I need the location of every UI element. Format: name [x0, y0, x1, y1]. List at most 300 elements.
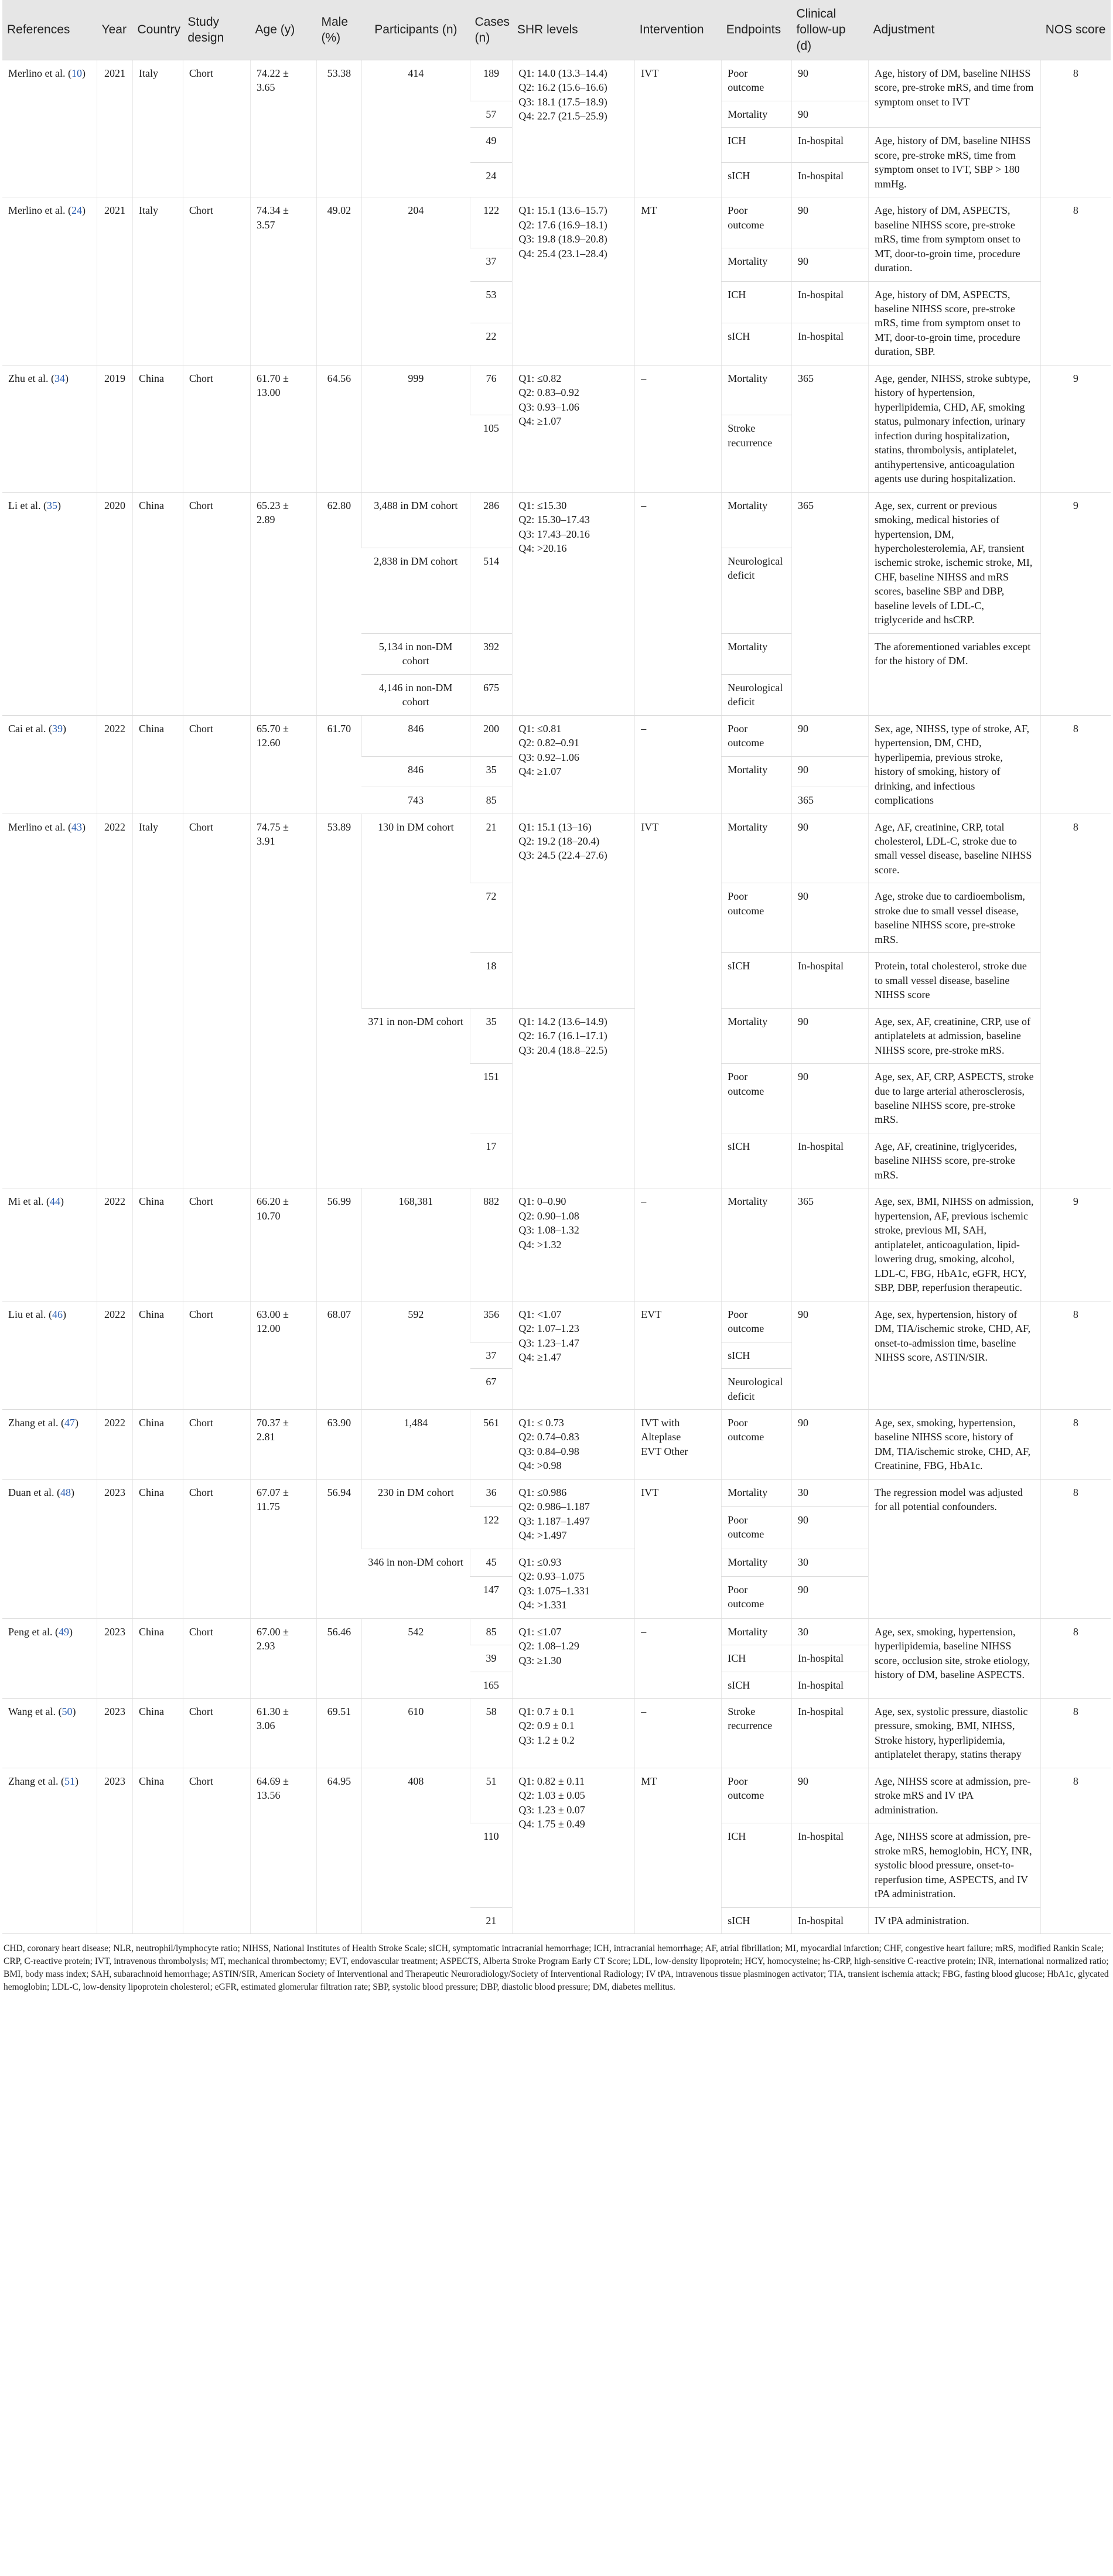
- cases-cell: 514: [470, 548, 513, 633]
- adjustment-cell: Age, history of DM, ASPECTS, baseline NIHSS score, pre-stroke mRS, time from symptom onset to MT, door-to-groin time, procedure duration.: [868, 197, 1040, 281]
- citation-link[interactable]: 47: [64, 1416, 75, 1429]
- reference-author: Zhang et al. (: [8, 1775, 64, 1787]
- col-header-follow-up: Clinical follow-up (d): [791, 0, 868, 60]
- study-design-cell: Chort: [183, 814, 250, 1188]
- cases-cell: 85: [470, 1618, 513, 1645]
- nos-score-cell: 8: [1040, 197, 1111, 365]
- reference-cell: [2, 1768, 97, 1933]
- follow-up-cell: In-hospital: [791, 953, 868, 1008]
- male-cell: 56.46: [317, 1618, 362, 1698]
- endpoint-cell: Poor outcome: [722, 1506, 792, 1549]
- age-cell: 66.20 ± 10.70: [251, 1188, 317, 1301]
- adjustment-cell: Protein, total cholesterol, stroke due to small vessel disease, baseline NIHSS score: [868, 953, 1040, 1008]
- table-row: [2, 365, 1111, 415]
- participants-cell: 371 in non-DM cohort: [361, 1008, 470, 1188]
- cases-cell: 147: [470, 1576, 513, 1618]
- shr-levels-cell: Q1: 14.0 (13.3–14.4) Q2: 16.2 (15.6–16.6) Q3: 18.1 (17.5–18.9) Q4: 22.7 (21.5–25.9): [513, 60, 635, 197]
- col-header-cases: Cases (n): [470, 0, 513, 60]
- endpoint-cell: Poor outcome: [722, 197, 792, 248]
- cases-cell: 151: [470, 1064, 513, 1133]
- citation-link[interactable]: 46: [52, 1308, 63, 1320]
- intervention-cell: –: [635, 492, 722, 715]
- cases-cell: 110: [470, 1823, 513, 1907]
- participants-cell: 230 in DM cohort: [361, 1479, 470, 1549]
- intervention-cell: EVT: [635, 1301, 722, 1409]
- citation-close: ): [81, 821, 86, 833]
- endpoint-cell: Mortality: [722, 492, 792, 548]
- follow-up-cell: In-hospital: [791, 162, 868, 197]
- citation-close: ): [60, 1195, 64, 1208]
- participants-cell: 4,146 in non-DM cohort: [361, 674, 470, 715]
- reference-author: Merlino et al. (: [8, 821, 71, 833]
- participants-cell: 542: [361, 1618, 470, 1698]
- endpoint-cell: Neurological deficit: [722, 1369, 792, 1410]
- reference-cell: [2, 1479, 97, 1618]
- citation-link[interactable]: 49: [58, 1625, 69, 1638]
- endpoint-cell: ICH: [722, 1645, 792, 1672]
- participants-cell: 743: [361, 787, 470, 814]
- endpoint-cell: sICH: [722, 1133, 792, 1188]
- follow-up-cell: 30: [791, 1479, 868, 1506]
- study-design-cell: Chort: [183, 1618, 250, 1698]
- age-cell: 65.70 ± 12.60: [251, 715, 317, 814]
- endpoint-cell: Mortality: [722, 248, 792, 281]
- country-cell: Italy: [133, 814, 183, 1188]
- follow-up-cell: 90: [791, 715, 868, 756]
- age-cell: 63.00 ± 12.00: [251, 1301, 317, 1409]
- cases-cell: 37: [470, 248, 513, 281]
- citation-link[interactable]: 10: [71, 67, 82, 79]
- col-header-adjustment: Adjustment: [868, 0, 1040, 60]
- follow-up-cell: In-hospital: [791, 1907, 868, 1933]
- follow-up-cell: 90: [791, 248, 868, 281]
- shr-levels-cell: Q1: ≤0.93 Q2: 0.93–1.075 Q3: 1.075–1.331 Q4: >1.331: [513, 1549, 635, 1618]
- follow-up-cell: 365: [791, 492, 868, 715]
- endpoint-cell: Neurological deficit: [722, 548, 792, 633]
- adjustment-cell: Age, sex, systolic pressure, diastolic pressure, smoking, BMI, NIHSS, Stroke history, hyperlipidemia, antiplatelet therapy, statins therapy: [868, 1699, 1040, 1768]
- shr-levels-cell: Q1: <1.07 Q2: 1.07–1.23 Q3: 1.23–1.47 Q4: ≥1.47: [513, 1301, 635, 1409]
- endpoint-cell: Mortality: [722, 756, 792, 814]
- participants-cell: 346 in non-DM cohort: [361, 1549, 470, 1618]
- reference-cell: [2, 197, 97, 365]
- follow-up-cell: In-hospital: [791, 1133, 868, 1188]
- reference-author: Wang et al. (: [8, 1706, 62, 1718]
- cases-cell: 122: [470, 197, 513, 248]
- year-cell: 2022: [97, 814, 133, 1188]
- table-row: [2, 492, 1111, 548]
- citation-close: ): [69, 1625, 73, 1638]
- adjustment-cell: Age, AF, creatinine, triglycerides, baseline NIHSS score, pre-stroke mRS.: [868, 1133, 1040, 1188]
- citation-link[interactable]: 51: [64, 1775, 75, 1787]
- participants-cell: 414: [361, 60, 470, 197]
- follow-up-cell: 90: [791, 197, 868, 248]
- age-cell: 65.23 ± 2.89: [251, 492, 317, 715]
- table-row: [2, 60, 1111, 101]
- participants-cell: 999: [361, 365, 470, 492]
- male-cell: 63.90: [317, 1409, 362, 1479]
- nos-score-cell: 9: [1040, 1188, 1111, 1301]
- endpoint-cell: Poor outcome: [722, 715, 792, 756]
- reference-cell: [2, 715, 97, 814]
- nos-score-cell: 8: [1040, 1618, 1111, 1698]
- table-row: [2, 197, 1111, 248]
- shr-levels-cell: Q1: ≤15.30 Q2: 15.30–17.43 Q3: 17.43–20.16 Q4: >20.16: [513, 492, 635, 715]
- country-cell: China: [133, 1301, 183, 1409]
- endpoint-cell: sICH: [722, 953, 792, 1008]
- reference-author: Liu et al. (: [8, 1308, 52, 1320]
- table-row: [2, 1479, 1111, 1506]
- citation-link[interactable]: 44: [49, 1195, 60, 1208]
- endpoint-cell: Mortality: [722, 814, 792, 883]
- table-row: [2, 1699, 1111, 1768]
- age-cell: 74.34 ± 3.57: [251, 197, 317, 365]
- country-cell: China: [133, 1618, 183, 1698]
- study-design-cell: Chort: [183, 715, 250, 814]
- reference-author: Zhu et al. (: [8, 372, 54, 384]
- adjustment-cell: Age, sex, hypertension, history of DM, TIA/ischemic stroke, CHD, AF, onset-to-admission time, baseline NIHSS score, ASTIN/SIR.: [868, 1301, 1040, 1409]
- cases-cell: 882: [470, 1188, 513, 1301]
- endpoint-cell: Mortality: [722, 1188, 792, 1301]
- year-cell: 2021: [97, 60, 133, 197]
- nos-score-cell: 8: [1040, 715, 1111, 814]
- endpoint-cell: Poor outcome: [722, 1064, 792, 1133]
- reference-cell: [2, 1301, 97, 1409]
- table-body: [2, 60, 1111, 1933]
- citation-close: ): [62, 722, 66, 734]
- study-design-cell: Chort: [183, 1768, 250, 1933]
- citation-close: ): [57, 499, 61, 511]
- endpoint-cell: Mortality: [722, 1008, 792, 1063]
- country-cell: China: [133, 1409, 183, 1479]
- endpoint-cell: Poor outcome: [722, 1576, 792, 1618]
- endpoint-cell: Poor outcome: [722, 1768, 792, 1823]
- shr-levels-cell: Q1: ≤1.07 Q2: 1.08–1.29 Q3: ≥1.30: [513, 1618, 635, 1698]
- adjustment-cell: Age, sex, AF, CRP, ASPECTS, stroke due to large arterial atherosclerosis, baseline NIHSS score, pre-stroke mRS.: [868, 1064, 1040, 1133]
- country-cell: China: [133, 1479, 183, 1618]
- participants-cell: 3,488 in DM cohort: [361, 492, 470, 548]
- adjustment-cell: IV tPA administration.: [868, 1907, 1040, 1933]
- cases-cell: 561: [470, 1409, 513, 1479]
- country-cell: China: [133, 492, 183, 715]
- nos-score-cell: 8: [1040, 1768, 1111, 1933]
- reference-cell: [2, 365, 97, 492]
- col-header-male: Male (%): [317, 0, 362, 60]
- adjustment-cell: The aforementioned variables except for the history of DM.: [868, 633, 1040, 715]
- endpoint-cell: sICH: [722, 1342, 792, 1368]
- citation-link[interactable]: 43: [71, 821, 82, 833]
- endpoint-cell: Stroke recurrence: [722, 415, 792, 492]
- cases-cell: 51: [470, 1768, 513, 1823]
- endpoint-cell: ICH: [722, 1823, 792, 1907]
- adjustment-cell: Age, gender, NIHSS, stroke subtype, history of hypertension, hyperlipidemia, CHD, AF, smoking status, pulmonary infection, urinary infection during hospitalization, statins, thrombolysis, antiplatelet, antihypertensive, anticoagulation agents use during hospitalization.: [868, 365, 1040, 492]
- reference-author: Li et al. (: [8, 499, 47, 511]
- cases-cell: 39: [470, 1645, 513, 1672]
- year-cell: 2023: [97, 1768, 133, 1933]
- table-row: [2, 715, 1111, 756]
- citation-link[interactable]: 35: [46, 499, 57, 511]
- endpoint-cell: Neurological deficit: [722, 674, 792, 715]
- cases-cell: 105: [470, 415, 513, 492]
- reference-cell: [2, 1618, 97, 1698]
- adjustment-cell: Age, NIHSS score at admission, pre-stroke mRS, hemoglobin, HCY, INR, systolic blood pressure, onset-to-reperfusion time, ASPECTS, and IV tPA administration.: [868, 1823, 1040, 1907]
- participants-cell: 130 in DM cohort: [361, 814, 470, 1008]
- cases-cell: 24: [470, 162, 513, 197]
- cases-cell: 67: [470, 1369, 513, 1410]
- cases-cell: 286: [470, 492, 513, 548]
- follow-up-cell: 365: [791, 787, 868, 814]
- shr-levels-cell: Q1: 14.2 (13.6–14.9) Q2: 16.7 (16.1–17.1) Q3: 20.4 (18.8–22.5): [513, 1008, 635, 1188]
- citation-close: ): [74, 1775, 78, 1787]
- cases-cell: 72: [470, 883, 513, 953]
- header-row: [2, 0, 1111, 60]
- follow-up-cell: 30: [791, 1549, 868, 1576]
- adjustment-cell: Age, stroke due to cardioembolism, stroke due to small vessel disease, baseline NIHSS score, pre-stroke mRS.: [868, 883, 1040, 953]
- endpoint-cell: sICH: [722, 162, 792, 197]
- shr-levels-cell: Q1: 15.1 (13.6–15.7) Q2: 17.6 (16.9–18.1) Q3: 19.8 (18.9–20.8) Q4: 25.4 (23.1–28.4): [513, 197, 635, 365]
- year-cell: 2022: [97, 1409, 133, 1479]
- adjustment-cell: Age, history of DM, baseline NIHSS score, pre-stroke mRS, time from symptom onset to IVT, SBP > 180 mmHg.: [868, 128, 1040, 197]
- study-design-cell: Chort: [183, 1301, 250, 1409]
- nos-score-cell: 8: [1040, 1301, 1111, 1409]
- male-cell: 64.95: [317, 1768, 362, 1933]
- cases-cell: 76: [470, 365, 513, 415]
- cases-cell: 57: [470, 101, 513, 127]
- nos-score-cell: 9: [1040, 365, 1111, 492]
- cases-cell: 21: [470, 1907, 513, 1933]
- reference-author: Mi et al. (: [8, 1195, 50, 1208]
- male-cell: 62.80: [317, 492, 362, 715]
- follow-up-cell: 90: [791, 1301, 868, 1409]
- endpoint-cell: Mortality: [722, 633, 792, 674]
- country-cell: China: [133, 365, 183, 492]
- follow-up-cell: 90: [791, 1008, 868, 1063]
- country-cell: China: [133, 1768, 183, 1933]
- table-row: [2, 814, 1111, 883]
- study-design-cell: Chort: [183, 365, 250, 492]
- adjustment-cell: Age, sex, BMI, NIHSS on admission, hypertension, AF, previous ischemic stroke, previous MI, SAH, antiplatelet, anticoagulation, lipid-lowering drug, smoking, alcohol, LDL-C, FBG, HbA1c, eGFR, HCY, SBP, DBP, reperfusion therapeutic.: [868, 1188, 1040, 1301]
- cases-cell: 49: [470, 128, 513, 162]
- participants-cell: 2,838 in DM cohort: [361, 548, 470, 633]
- reference-author: Cai et al. (: [8, 722, 52, 734]
- country-cell: China: [133, 1699, 183, 1768]
- nos-score-cell: 8: [1040, 1409, 1111, 1479]
- study-design-cell: Chort: [183, 60, 250, 197]
- endpoint-cell: ICH: [722, 128, 792, 162]
- follow-up-cell: 90: [791, 1064, 868, 1133]
- male-cell: 69.51: [317, 1699, 362, 1768]
- study-design-cell: Chort: [183, 1479, 250, 1618]
- reference-author: Merlino et al. (: [8, 67, 71, 79]
- country-cell: Italy: [133, 197, 183, 365]
- cases-cell: 165: [470, 1672, 513, 1698]
- table-row: [2, 1188, 1111, 1301]
- cases-cell: 37: [470, 1342, 513, 1368]
- participants-cell: 408: [361, 1768, 470, 1933]
- col-header-year: Year: [97, 0, 133, 60]
- cases-cell: 17: [470, 1133, 513, 1188]
- follow-up-cell: 90: [791, 1768, 868, 1823]
- cases-cell: 18: [470, 953, 513, 1008]
- table-row: [2, 1768, 1111, 1823]
- participants-cell: 168,381: [361, 1188, 470, 1301]
- male-cell: 56.94: [317, 1479, 362, 1618]
- shr-levels-cell: Q1: ≤0.81 Q2: 0.82–0.91 Q3: 0.92–1.06 Q4: ≥1.07: [513, 715, 635, 814]
- reference-cell: [2, 1188, 97, 1301]
- male-cell: 64.56: [317, 365, 362, 492]
- adjustment-cell: Age, history of DM, baseline NIHSS score, pre-stroke mRS, and time from symptom onset to IVT: [868, 60, 1040, 127]
- follow-up-cell: 90: [791, 756, 868, 787]
- cases-cell: 122: [470, 1506, 513, 1549]
- follow-up-cell: 90: [791, 101, 868, 127]
- country-cell: China: [133, 1188, 183, 1301]
- age-cell: 61.30 ± 3.06: [251, 1699, 317, 1768]
- cases-cell: 675: [470, 674, 513, 715]
- adjustment-cell: Sex, age, NIHSS, type of stroke, AF, hypertension, DM, CHD, hyperlipemia, previous stroke, history of smoking, history of drinking, and infectious complications: [868, 715, 1040, 814]
- cases-cell: 189: [470, 60, 513, 101]
- follow-up-cell: 90: [791, 1409, 868, 1479]
- follow-up-cell: 90: [791, 883, 868, 953]
- year-cell: 2022: [97, 1301, 133, 1409]
- follow-up-cell: In-hospital: [791, 128, 868, 162]
- adjustment-cell: Age, sex, smoking, hypertension, baseline NIHSS score, history of DM, TIA/ischemic stroke, CHD, AF, Creatinine, FBG, HbA1c.: [868, 1409, 1040, 1479]
- follow-up-cell: In-hospital: [791, 1699, 868, 1768]
- year-cell: 2022: [97, 1188, 133, 1301]
- citation-close: ): [72, 1706, 76, 1718]
- adjustment-cell: Age, sex, smoking, hypertension, hyperlipidemia, baseline NIHSS score, occlusion site, stroke etiology, history of DM, baseline ASPECTS.: [868, 1618, 1040, 1698]
- citation-link[interactable]: 50: [62, 1706, 73, 1718]
- studies-table: [2, 0, 1111, 1934]
- intervention-cell: –: [635, 1699, 722, 1768]
- male-cell: 56.99: [317, 1188, 362, 1301]
- endpoint-cell: Mortality: [722, 1618, 792, 1645]
- reference-cell: [2, 492, 97, 715]
- intervention-cell: MT: [635, 1768, 722, 1933]
- reference-cell: [2, 1699, 97, 1768]
- cases-cell: 53: [470, 281, 513, 323]
- participants-cell: 1,484: [361, 1409, 470, 1479]
- cases-cell: 356: [470, 1301, 513, 1342]
- participants-cell: 610: [361, 1699, 470, 1768]
- participants-cell: 846: [361, 756, 470, 787]
- endpoint-cell: sICH: [722, 1672, 792, 1698]
- endpoint-cell: Mortality: [722, 101, 792, 127]
- follow-up-cell: In-hospital: [791, 323, 868, 365]
- year-cell: 2023: [97, 1618, 133, 1698]
- table-row: [2, 1409, 1111, 1479]
- shr-levels-cell: Q1: ≤0.82 Q2: 0.83–0.92 Q3: 0.93–1.06 Q4: ≥1.07: [513, 365, 635, 492]
- citation-link[interactable]: 48: [60, 1486, 71, 1498]
- citation-link[interactable]: 39: [52, 722, 63, 734]
- shr-levels-cell: Q1: ≤0.986 Q2: 0.986–1.187 Q3: 1.187–1.497 Q4: >1.497: [513, 1479, 635, 1549]
- cases-cell: 21: [470, 814, 513, 883]
- endpoint-cell: Mortality: [722, 1479, 792, 1506]
- col-header-participants: Participants (n): [361, 0, 470, 60]
- nos-score-cell: 8: [1040, 1699, 1111, 1768]
- follow-up-cell: In-hospital: [791, 281, 868, 323]
- col-header-intervention: Intervention: [635, 0, 722, 60]
- shr-levels-cell: Q1: 0.82 ± 0.11 Q2: 1.03 ± 0.05 Q3: 1.23 ± 0.07 Q4: 1.75 ± 0.49: [513, 1768, 635, 1933]
- cases-cell: 35: [470, 756, 513, 787]
- age-cell: 61.70 ± 13.00: [251, 365, 317, 492]
- year-cell: 2019: [97, 365, 133, 492]
- endpoint-cell: Poor outcome: [722, 60, 792, 101]
- shr-levels-cell: Q1: 0.7 ± 0.1 Q2: 0.9 ± 0.1 Q3: 1.2 ± 0.2: [513, 1699, 635, 1768]
- table-row: [2, 1618, 1111, 1645]
- country-cell: China: [133, 715, 183, 814]
- year-cell: 2023: [97, 1699, 133, 1768]
- col-header-shr-levels: SHR levels: [513, 0, 635, 60]
- citation-link[interactable]: 34: [54, 372, 65, 384]
- follow-up-cell: In-hospital: [791, 1645, 868, 1672]
- endpoint-cell: sICH: [722, 1907, 792, 1933]
- participants-cell: 204: [361, 197, 470, 365]
- adjustment-cell: Age, sex, current or previous smoking, medical histories of hypertension, DM, hypercholesterolemia, AF, transient ischemic stroke, ischemic stroke, MI, CHF, baseline NIHSS and mRS scores, baseline SBP and DBP, baseline levels of LDL-C, triglyceride and hsCRP.: [868, 492, 1040, 633]
- male-cell: 53.89: [317, 814, 362, 1188]
- participants-cell: 846: [361, 715, 470, 756]
- study-design-cell: Chort: [183, 1409, 250, 1479]
- follow-up-cell: 90: [791, 814, 868, 883]
- citation-link[interactable]: 24: [71, 204, 82, 217]
- adjustment-cell: The regression model was adjusted for all potential confounders.: [868, 1479, 1040, 1618]
- col-header-endpoints: Endpoints: [722, 0, 792, 60]
- col-header-nos: NOS score: [1040, 0, 1111, 60]
- endpoint-cell: Mortality: [722, 365, 792, 415]
- cases-cell: 35: [470, 1008, 513, 1063]
- citation-close: ): [81, 67, 86, 79]
- male-cell: 61.70: [317, 715, 362, 814]
- nos-score-cell: 8: [1040, 1479, 1111, 1618]
- intervention-cell: –: [635, 1618, 722, 1698]
- endpoint-cell: Stroke recurrence: [722, 1699, 792, 1768]
- follow-up-cell: 90: [791, 60, 868, 101]
- nos-score-cell: 8: [1040, 60, 1111, 197]
- male-cell: 53.38: [317, 60, 362, 197]
- adjustment-cell: Age, history of DM, ASPECTS, baseline NIHSS score, pre-stroke mRS, time from symptom onset to MT, door-to-groin time, procedure duration, SBP.: [868, 281, 1040, 365]
- shr-levels-cell: Q1: 15.1 (13–16) Q2: 19.2 (18–20.4) Q3: 24.5 (22.4–27.6): [513, 814, 635, 1008]
- reference-author: Duan et al. (: [8, 1486, 60, 1498]
- intervention-cell: IVT with Alteplase EVT Other: [635, 1409, 722, 1479]
- follow-up-cell: In-hospital: [791, 1672, 868, 1698]
- reference-author: Zhang et al. (: [8, 1416, 64, 1429]
- col-header-references: References: [2, 0, 97, 60]
- nos-score-cell: 9: [1040, 492, 1111, 715]
- citation-close: ): [62, 1308, 66, 1320]
- citation-close: ): [64, 372, 69, 384]
- follow-up-cell: 90: [791, 1506, 868, 1549]
- age-cell: 74.22 ± 3.65: [251, 60, 317, 197]
- col-header-country: Country: [133, 0, 183, 60]
- follow-up-cell: In-hospital: [791, 1823, 868, 1907]
- follow-up-cell: 365: [791, 1188, 868, 1301]
- cases-cell: 392: [470, 633, 513, 674]
- endpoint-cell: Poor outcome: [722, 1409, 792, 1479]
- cases-cell: 22: [470, 323, 513, 365]
- col-header-study-design: Study design: [183, 0, 250, 60]
- adjustment-cell: Age, sex, AF, creatinine, CRP, use of antiplatelets at admission, baseline NIHSS score, pre-stroke mRS.: [868, 1008, 1040, 1063]
- citation-close: ): [81, 204, 86, 217]
- age-cell: 74.75 ± 3.91: [251, 814, 317, 1188]
- reference-author: Merlino et al. (: [8, 204, 71, 217]
- endpoint-cell: ICH: [722, 281, 792, 323]
- study-design-cell: Chort: [183, 492, 250, 715]
- citation-close: ): [70, 1486, 74, 1498]
- year-cell: 2020: [97, 492, 133, 715]
- endpoint-cell: sICH: [722, 323, 792, 365]
- study-design-cell: Chort: [183, 1699, 250, 1768]
- cases-cell: 200: [470, 715, 513, 756]
- reference-cell: [2, 814, 97, 1188]
- male-cell: 68.07: [317, 1301, 362, 1409]
